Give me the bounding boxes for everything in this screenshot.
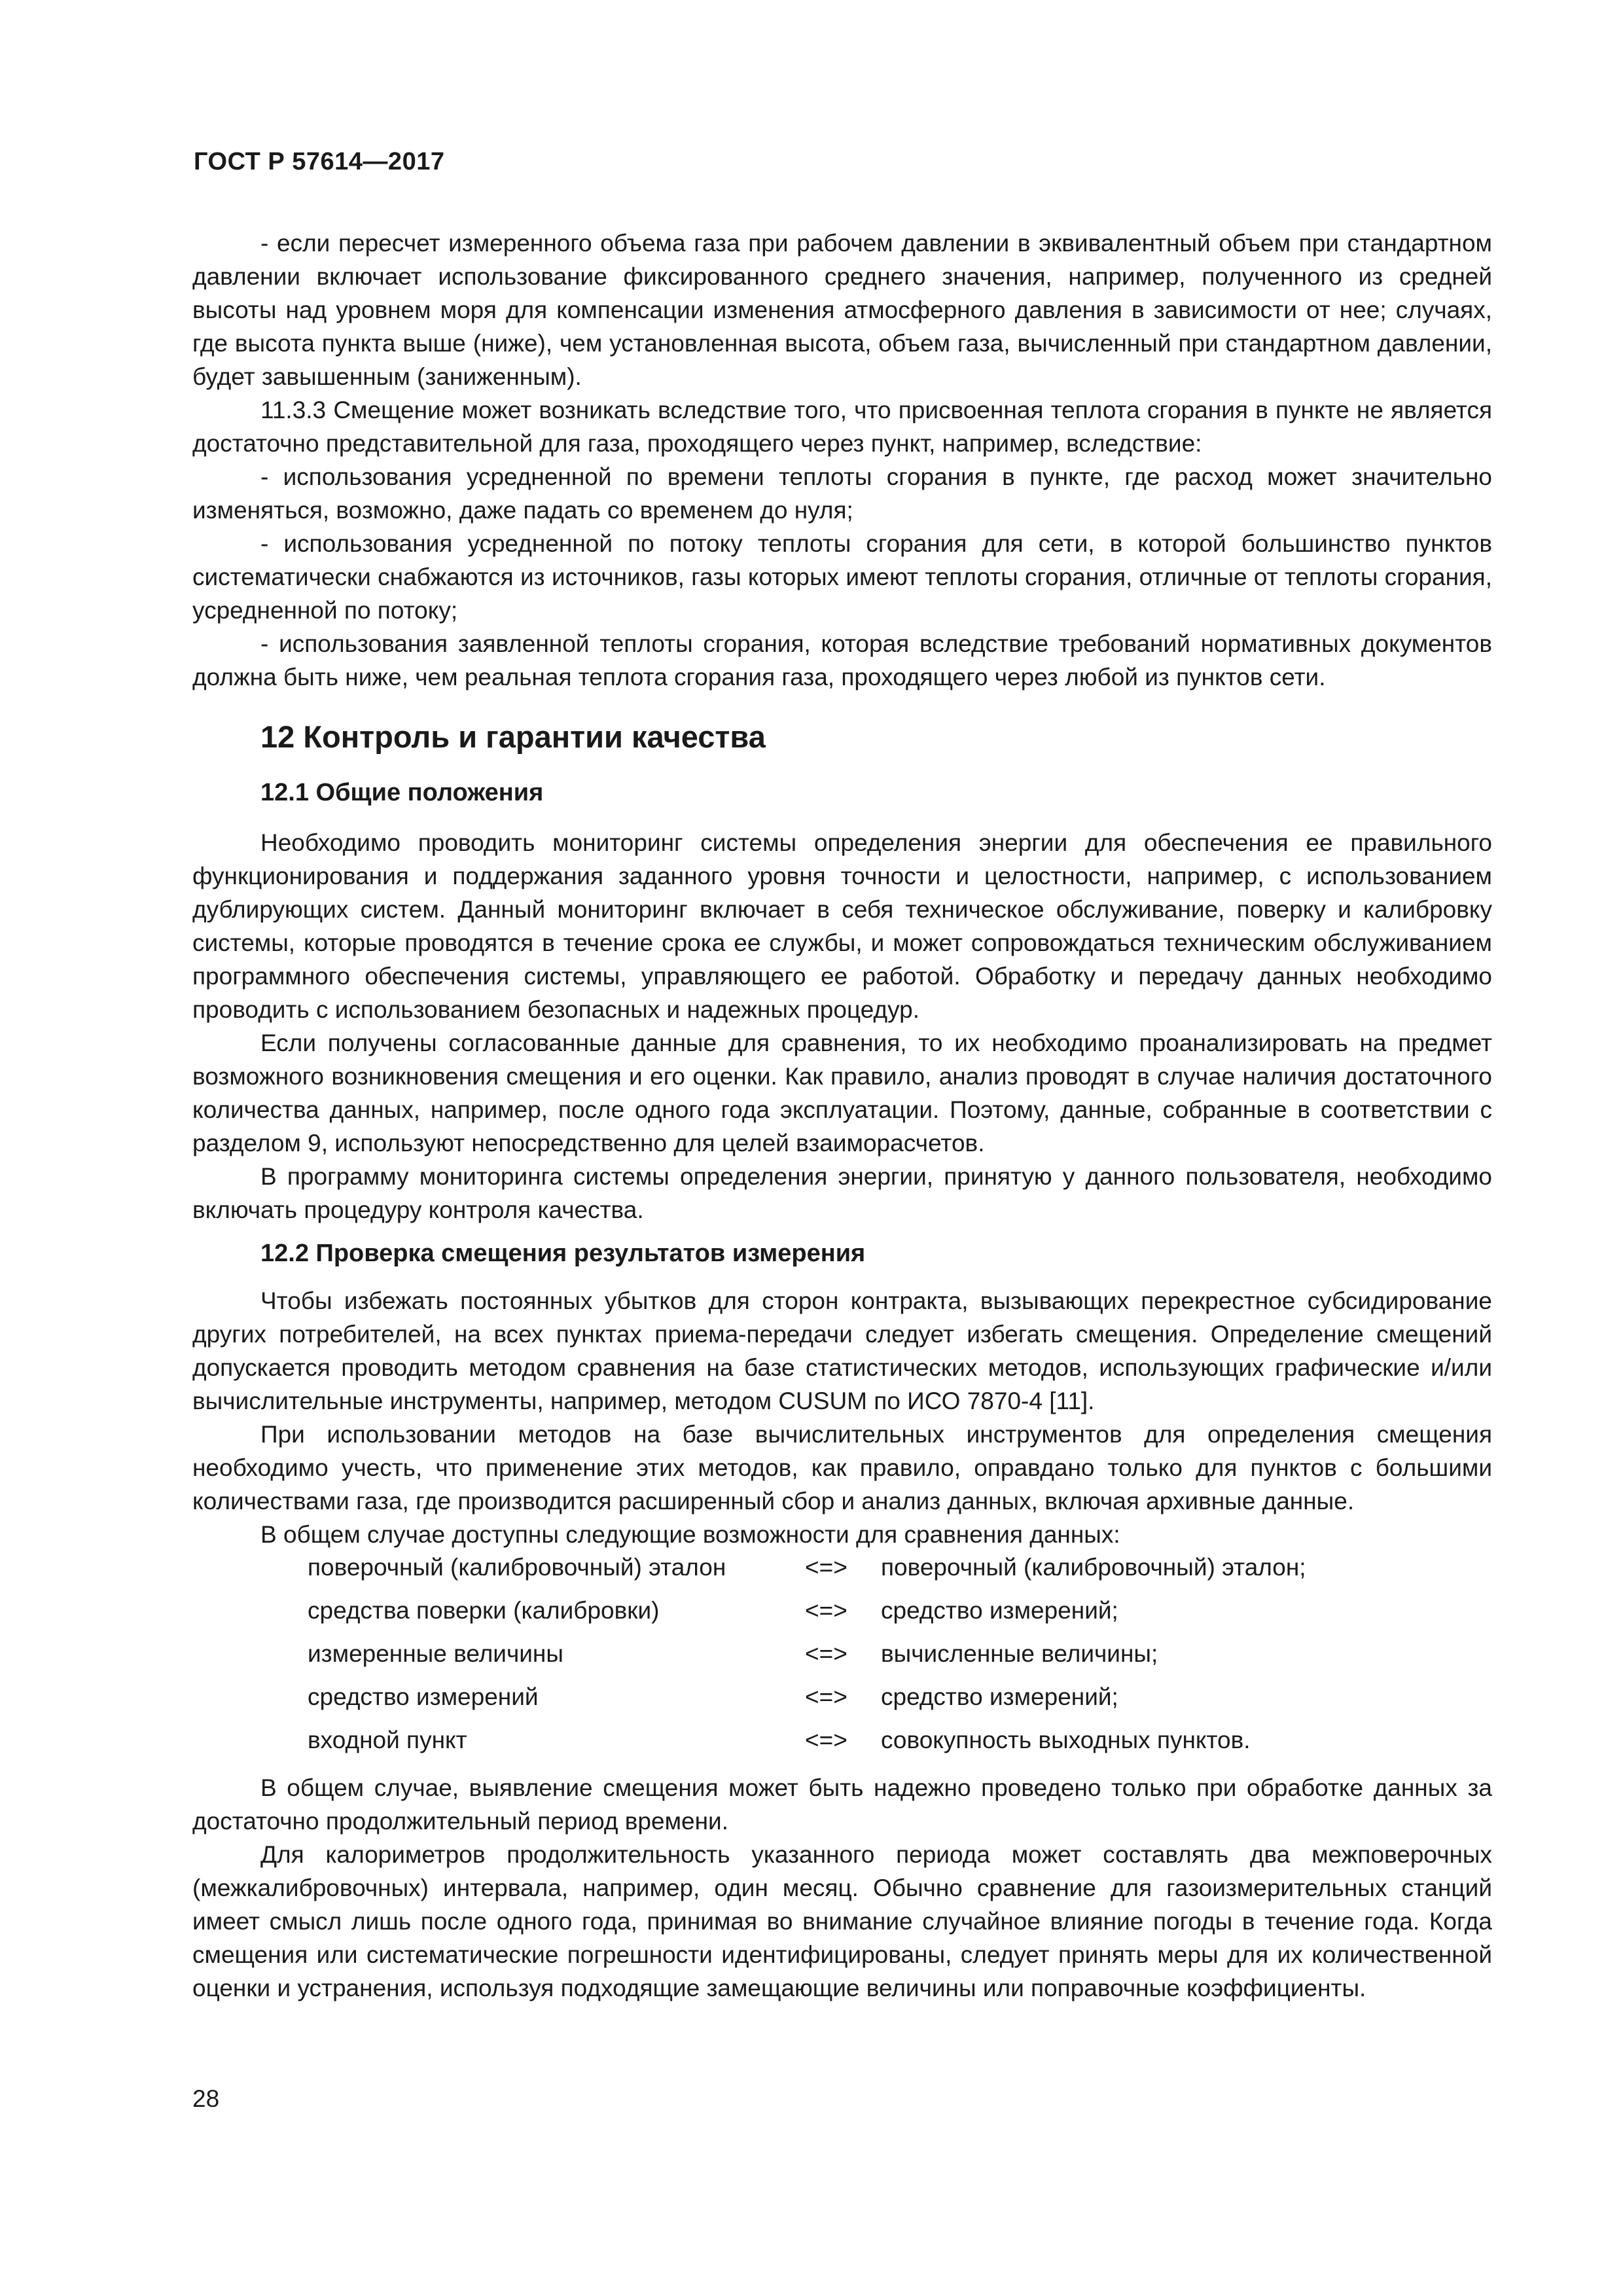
paragraph: - если пересчет измеренного объема газа при рабочем давлении в эквивалентный объем при стандартном давлении включает использование фиксированного среднего значения, например, полученного из средней высоты над уровнем моря для компенсации изменения атмосферного давления в зависимости от нее; случаях, где высота пункта выше (ниже), чем установленная высота, объем газа, вычисленный при стандартном давлении, будет завышенным (заниженным). <box>192 230 1492 390</box>
subsection-12-1-text <box>192 826 1492 1227</box>
comparison-right: средство измерений; <box>881 1597 1118 1624</box>
paragraph: Если получены согласованные данные для сравнения, то их необходимо проанализировать на предмет возможного возникновения смещения и его оценки. Как правило, анализ проводят в случае наличия достаточного количества данных, например, после одного года эксплуатации. Поэтому, данные, собранные в соответствии с разделом 9, используют непосредственно для целей взаиморасчетов. <box>192 1030 1492 1157</box>
comparison-arrow: <=> <box>805 1597 847 1624</box>
comparison-right: средство измерений; <box>881 1683 1118 1710</box>
section-heading: 12 Контроль и гарантии качества <box>260 719 766 754</box>
paragraph: При использовании методов на базе вычислительных инструментов для определения смещения необходимо учесть, что применение этих методов, как правило, оправдано только для пунктов с большими количествами газа, где производится расширенный сбор и анализ данных, включая архивные данные. <box>192 1421 1492 1515</box>
paragraph: - использования усредненной по времени теплоты сгорания в пункте, где расход может значительно изменяться, возможно, даже падать со временем до нуля; <box>192 463 1492 524</box>
subsection-heading: 12.2 Проверка смещения результатов измерения <box>260 1240 866 1267</box>
comparison-left: входной пункт <box>308 1727 467 1753</box>
comparison-left: поверочный (калибровочный) эталон <box>308 1554 726 1581</box>
paragraph: - использования заявленной теплоты сгорания, которая вследствие требований нормативных документов должна быть ниже, чем реальная теплота сгорания газа, проходящего через любой из пунктов сети. <box>192 630 1492 691</box>
paragraph: 11.3.3 Смещение может возникать вследствие того, что присвоенная теплота сгорания в пункте не является достаточно представительной для газа, проходящего через пункт, например, вследствие: <box>192 397 1492 457</box>
paragraph: В общем случае доступны следующие возможности для сравнения данных: <box>260 1521 1120 1548</box>
subsection-12-2-text <box>192 1284 1492 1551</box>
comparison-left: средство измерений <box>308 1683 539 1710</box>
subsection-12-2-closing-text <box>192 1771 1492 2005</box>
paragraph: Чтобы избежать постоянных убытков для сторон контракта, вызывающих перекрестное субсидирование других потребителей, на всех пунктах приема-передачи следует избегать смещения. Определение смещений допускается проводить методом сравнения на базе статистических методов, использующих графические и/или вычислительные инструменты, например, методом CUSUM по ИСО 7870-4 [11]. <box>192 1287 1492 1414</box>
document-id-header: ГОСТ Р 57614—2017 <box>194 148 445 175</box>
comparison-row <box>308 1683 1470 1727</box>
comparison-table <box>308 1554 1470 1770</box>
comparison-right: поверочный (калибровочный) эталон; <box>881 1554 1306 1581</box>
comparison-row <box>308 1597 1470 1640</box>
comparison-left: измеренные величины <box>308 1640 563 1667</box>
comparison-right: вычисленные величины; <box>881 1640 1158 1667</box>
paragraph: - использования усредненной по потоку теплоты сгорания для сети, в которой большинство пунктов систематически снабжаются из источников, газы которых имеют теплоты сгорания, отличные от теплоты сгорания, усредненной по потоку; <box>192 530 1492 624</box>
comparison-arrow: <=> <box>805 1683 847 1710</box>
comparison-arrow: <=> <box>805 1727 847 1753</box>
comparison-right: совокупность выходных пунктов. <box>881 1727 1251 1753</box>
comparison-left: средства поверки (калибровки) <box>308 1597 660 1624</box>
comparison-arrow: <=> <box>805 1640 847 1667</box>
page-number: 28 <box>192 2085 220 2112</box>
subsection-heading: 12.1 Общие положения <box>260 779 544 806</box>
comparison-row <box>308 1727 1470 1770</box>
comparison-arrow: <=> <box>805 1554 847 1581</box>
paragraph: Необходимо проводить мониторинг системы определения энергии для обеспечения ее правильного функционирования и поддержания заданного уровня точности и целостности, например, с использованием дублирующих систем. Данный мониторинг включает в себя техническое обслуживание, поверку и калибровку системы, которые проводятся в течение срока ее службы, и может сопровождаться техническим обслуживанием программного обеспечения системы, управляющего ее работой. Обработку и передачу данных необходимо проводить с использованием безопасных и надежных процедур. <box>192 829 1492 1023</box>
comparison-row <box>308 1640 1470 1683</box>
paragraph: В программу мониторинга системы определения энергии, принятую у данного пользователя, необходимо включать процедуру контроля качества. <box>192 1163 1492 1223</box>
intro-text-block <box>192 226 1492 694</box>
paragraph: В общем случае, выявление смещения может быть надежно проведено только при обработке данных за достаточно продолжительный период времени. <box>192 1774 1492 1835</box>
paragraph: Для калориметров продолжительность указанного периода может составлять два межповерочных (межкалибровочных) интервала, например, один месяц. Обычно сравнение для газоизмерительных станций имеет смысл лишь после одного года, принимая во внимание случайное влияние погоды в течение года. Когда смещения или систематические погрешности идентифицированы, следует принять меры для их количественной оценки и устранения, используя подходящие замещающие величины или поправочные коэффициенты. <box>192 1841 1492 2001</box>
comparison-row <box>308 1554 1470 1597</box>
